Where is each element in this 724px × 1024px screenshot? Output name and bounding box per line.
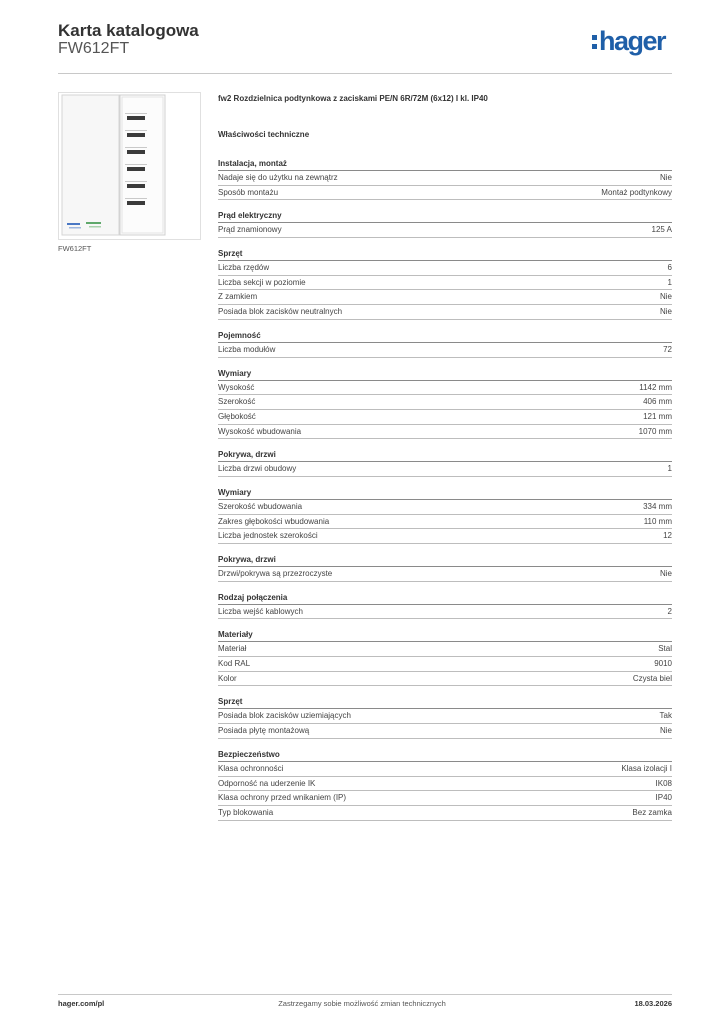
spec-value: IP40 — [655, 793, 672, 803]
spec-row — [218, 642, 672, 657]
section-title: Materiały — [218, 630, 672, 642]
spec-row — [218, 791, 672, 806]
footer-date: 18.03.2026 — [634, 999, 672, 1008]
spec-label: Materiał — [218, 644, 247, 654]
spec-row — [218, 529, 672, 544]
product-title: fw2 Rozdzielnica podtynkowa z zaciskami PE/N 6R/72M (6x12) I kl. IP40 — [218, 94, 488, 103]
footer-disclaimer: Zastrzegamy sobie możliwość zmian technicznych — [278, 999, 446, 1008]
spec-value: 72 — [663, 344, 672, 354]
logo-text: hager — [599, 26, 666, 56]
spec-label: Posiada blok zacisków uziemiających — [218, 711, 351, 721]
spec-row — [218, 657, 672, 672]
spec-value: Nie — [659, 569, 672, 578]
spec-row — [218, 567, 672, 582]
spec-value: Stal — [658, 644, 672, 654]
spec-label: Z zamkiem — [218, 292, 258, 302]
spec-label: Głębokość — [218, 411, 256, 421]
spec-label: Szerokość wbudowania — [218, 501, 303, 511]
logo-dots-icon — [592, 35, 597, 49]
spec-section — [218, 249, 672, 320]
spec-label: Prąd znamionowy — [218, 225, 282, 235]
spec-row — [218, 171, 672, 186]
spec-value: Nie — [659, 726, 672, 736]
spec-label: Kod RAL — [218, 659, 251, 669]
spec-label: Klasa ochrony przed wnikaniem (IP) — [218, 793, 347, 803]
spec-value: 334 mm — [643, 501, 672, 511]
spec-label: Sposób montażu — [218, 187, 279, 197]
spec-value: 1070 mm — [638, 426, 672, 436]
spec-row — [218, 381, 672, 396]
section-title: Pokrywa, drzwi — [218, 555, 672, 567]
spec-row — [218, 343, 672, 358]
spec-section — [218, 697, 672, 738]
spec-label: Odporność na uderzenie IK — [218, 778, 316, 788]
spec-section — [218, 211, 672, 238]
spec-row — [218, 261, 672, 276]
spec-value: Klasa izolacji I — [621, 763, 672, 773]
spec-section — [218, 488, 672, 544]
spec-value: Nie — [659, 173, 672, 182]
spec-row — [218, 305, 672, 320]
spec-label: Wysokość wbudowania — [218, 426, 302, 436]
spec-value: IK08 — [655, 778, 672, 788]
section-title: Wymiary — [218, 369, 672, 381]
hager-logo — [592, 26, 665, 56]
spec-label: Kolor — [218, 673, 237, 683]
spec-row — [218, 410, 672, 425]
spec-value: Nie — [659, 292, 672, 302]
section-title: Bezpieczeństwo — [218, 750, 672, 762]
spec-value: Nie — [659, 307, 672, 317]
distribution-board-icon — [59, 93, 200, 239]
spec-row — [218, 515, 672, 530]
footer-divider — [58, 994, 672, 995]
spec-label: Klasa ochronności — [218, 763, 284, 773]
spec-label: Drzwi/pokrywa są przezroczyste — [218, 569, 333, 578]
section-title: Prąd elektryczny — [218, 211, 672, 223]
spec-label: Szerokość — [218, 397, 256, 407]
spec-label: Zakres głębokości wbudowania — [218, 516, 330, 526]
spec-label: Liczba sekcji w poziomie — [218, 277, 306, 287]
spec-value: 12 — [663, 531, 672, 541]
spec-row — [218, 186, 672, 201]
product-code: FW612FT — [58, 40, 130, 57]
spec-label: Typ blokowania — [218, 807, 274, 817]
spec-label: Wysokość — [218, 382, 255, 392]
spec-value: 9010 — [654, 659, 672, 669]
spec-label: Posiada płytę montażową — [218, 726, 310, 736]
spec-section — [218, 555, 672, 582]
spec-row — [218, 762, 672, 777]
spec-label: Nadaje się do użytku na zewnątrz — [218, 173, 338, 182]
section-title: Wymiary — [218, 488, 672, 500]
spec-section — [218, 159, 672, 200]
spec-content — [218, 94, 672, 821]
spec-value: 1 — [667, 277, 672, 287]
section-title: Pokrywa, drzwi — [218, 450, 672, 462]
spec-row — [218, 425, 672, 440]
spec-section — [218, 630, 672, 686]
spec-row — [218, 276, 672, 291]
spec-section — [218, 369, 672, 440]
header-divider — [58, 73, 672, 74]
section-title: Pojemność — [218, 331, 672, 343]
spec-value: 2 — [667, 606, 672, 616]
spec-row — [218, 395, 672, 410]
product-image — [58, 92, 201, 240]
spec-value: 6 — [667, 263, 672, 273]
spec-value: Czysta biel — [632, 673, 672, 683]
section-title: Sprzęt — [218, 249, 672, 261]
spec-value: 125 A — [651, 225, 672, 235]
spec-row — [218, 724, 672, 739]
section-title: Rodzaj połączenia — [218, 593, 672, 605]
spec-label: Posiada blok zacisków neutralnych — [218, 307, 343, 317]
spec-value: 110 mm — [643, 516, 672, 526]
footer-website: hager.com/pl — [58, 999, 105, 1008]
spec-section — [218, 331, 672, 358]
spec-label: Liczba jednostek szerokości — [218, 531, 318, 541]
spec-row — [218, 462, 672, 477]
spec-section — [218, 450, 672, 477]
spec-value: 406 mm — [643, 397, 672, 407]
spec-value: Tak — [659, 711, 672, 721]
document-title: Karta katalogowa — [58, 21, 199, 40]
spec-row — [218, 806, 672, 821]
spec-sections — [218, 159, 672, 821]
spec-row — [218, 605, 672, 620]
spec-value: Bez zamka — [632, 807, 672, 817]
spec-label: Liczba drzwi obudowy — [218, 464, 297, 474]
image-caption: FW612FT — [58, 244, 92, 253]
spec-value: 121 mm — [643, 411, 672, 421]
tech-properties-heading: Właściwości techniczne — [218, 130, 310, 139]
spec-section — [218, 750, 672, 821]
section-title: Sprzęt — [218, 697, 672, 709]
spec-label: Liczba modułów — [218, 344, 276, 354]
spec-label: Liczba rzędów — [218, 263, 270, 273]
spec-row — [218, 672, 672, 687]
spec-row — [218, 500, 672, 515]
spec-row — [218, 223, 672, 238]
spec-value: Montaż podtynkowy — [601, 187, 672, 197]
spec-row — [218, 290, 672, 305]
spec-row — [218, 709, 672, 724]
spec-value: 1142 mm — [639, 382, 672, 392]
spec-row — [218, 777, 672, 792]
section-title: Instalacja, montaż — [218, 159, 672, 171]
spec-label: Liczba wejść kablowych — [218, 606, 303, 616]
spec-section — [218, 593, 672, 620]
spec-value: 1 — [667, 464, 672, 474]
